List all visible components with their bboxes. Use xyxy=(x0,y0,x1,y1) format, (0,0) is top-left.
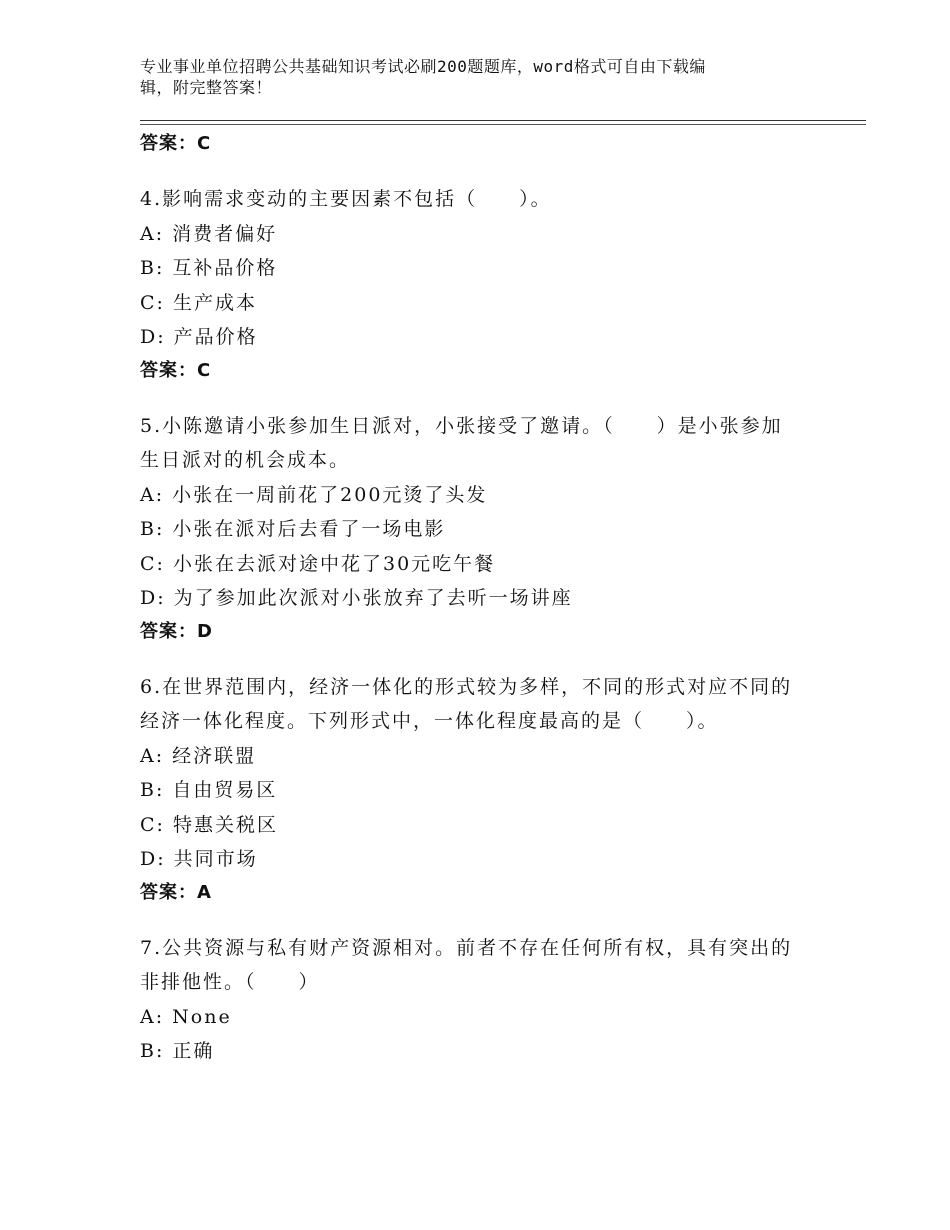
option-a: A: None xyxy=(140,1005,232,1028)
option-b: B: 互补品价格 xyxy=(140,257,278,279)
option-a: A: 小张在一周前花了200元烫了头发 xyxy=(140,483,488,506)
answer-label: 答案：C xyxy=(140,359,212,381)
answer-label: 答案：D xyxy=(140,620,213,642)
question-6 xyxy=(140,670,800,909)
option-b: B: 自由贸易区 xyxy=(140,779,278,801)
option-b: B: 小张在派对后去看了一场电影 xyxy=(140,518,446,540)
answer-label: 答案：A xyxy=(140,881,212,903)
option-c: C: 生产成本 xyxy=(140,291,257,314)
question-5 xyxy=(140,409,800,648)
option-d: D: 共同市场 xyxy=(140,848,258,870)
option-a: A: 经济联盟 xyxy=(140,744,257,767)
option-b: B: 正确 xyxy=(140,1040,215,1062)
answer-label: 答案：C xyxy=(140,133,212,154)
header-divider xyxy=(140,120,866,121)
question-list xyxy=(140,128,800,1069)
question-7 xyxy=(140,931,800,1069)
option-c: C: 特惠关税区 xyxy=(140,813,278,836)
option-a: A: 消费者偏好 xyxy=(140,222,278,245)
header-line-2: 辑，附完整答案！ xyxy=(140,78,273,97)
question-text: 6.在世界范围内，经济一体化的形式较为多样，不同的形式对应不同的经济一体化程度。下列形式中，一体化程度最高的是（ ）。 xyxy=(140,675,793,732)
option-c: C: 小张在去派对途中花了30元吃午餐 xyxy=(140,552,496,575)
header-divider-thin xyxy=(140,124,866,125)
document-header xyxy=(140,56,790,98)
question-text: 4.影响需求变动的主要因素不包括（ ）。 xyxy=(140,188,552,210)
question-text: 7.公共资源与私有财产资源相对。前者不存在任何所有权，具有突出的非排他性。（ ） xyxy=(140,936,793,993)
question-4 xyxy=(140,182,800,387)
question-text: 5.小陈邀请小张参加生日派对，小张接受了邀请。（ ）是小张参加生日派对的机会成本。 xyxy=(140,414,783,471)
header-line-1: 专业事业单位招聘公共基础知识考试必刷200题题库，word格式可自由下载编 xyxy=(140,57,706,76)
option-d: D: 为了参加此次派对小张放弃了去听一场讲座 xyxy=(140,587,573,609)
option-d: D: 产品价格 xyxy=(140,326,258,348)
